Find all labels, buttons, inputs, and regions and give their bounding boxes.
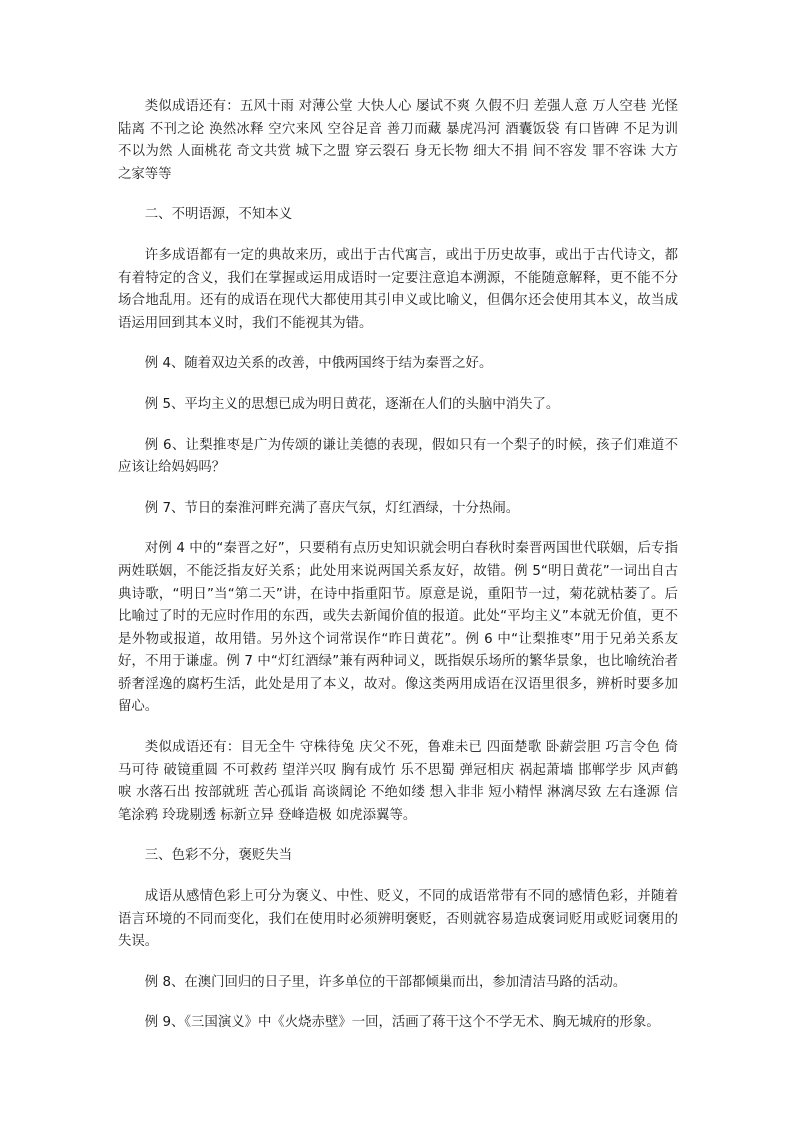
paragraph-section-2-intro: 许多成语都有一定的典故来历，或出于古代寓言，或出于历史故事，或出于古代诗文，都有着特定的含义，我们在掌握或运用成语时一定要注意追本溯源，不能随意解释，更不能不分场合地乱用。还有的成语在现代大都使用其引申义或比喻义，但偶尔还会使用其本义，故当成语运用回到其本义时，我们不能视其为错。	[118, 247, 678, 331]
paragraph-examples-analysis: 对例 4 中的“秦晋之好”，只要稍有点历史知识就会明白春秋时秦晋两国世代联姻，后专指两姓联姻，不能泛指友好关系；此处用来说两国关系友好，故错。例 5“明日黄花”一词出自古典诗歌，“明日”当“第二天”讲，在诗中指重阳节。原意是说，重阳节一过，菊花就枯萎了。后比喻过了时的无应时作用的东西，或失去新闻价值的报道。此处“平均主义”本就无价值，更不是外物或报道，故用错。另外这个词常误作“昨日黄花”。例 6 中“让梨推枣”用于兄弟关系友好，不用于谦虚。例 7 中“灯红酒绿”兼有两种词义，既指娱乐场所的繁华景象，也比喻统治者骄奢淫逸的腐朽生活，此处是用了本义，故对。像这类两用成语在汉语里很多，辨析时要多加留心。	[118, 541, 678, 715]
section-heading-2: 二、不明语源，不知本义	[144, 207, 293, 223]
paragraph-similar-idioms-2: 类似成语还有：目无全牛 守株待兔 庆父不死，鲁难未已 四面楚歌 卧薪尝胆 巧言令色 倚马可待 破镜重圆 不可救药 望洋兴叹 胸有成竹 乐不思蜀 弹冠相庆 祸起萧墙 邯郸学步 风声鹤唳 水落石出 按部就班 苦心孤诣 高谈阔论 不绝如缕 想入非非 短小精悍 淋漓尽致 左右逢源 信笔涂鸦 玲珑剔透 标新立异 登峰造极 如虎添翼等。	[118, 740, 678, 823]
section-heading-3: 三、色彩不分，褒贬失当	[144, 848, 293, 864]
example-6: 例 6、让梨推枣是广为传颂的谦让美德的表现，假如只有一个梨子的时候，孩子们难道不应该让给妈妈吗？	[118, 437, 678, 476]
example-8: 例 8、在澳门回归的日子里，许多单位的干部都倾巢而出，参加清洁马路的活动。	[144, 974, 627, 990]
example-9: 例 9、《三国演义》中《火烧赤壁》一回，活画了蒋干这个不学无术、胸无城府的形象。	[144, 1015, 660, 1031]
paragraph-similar-idioms-1: 类似成语还有：五风十雨 对薄公堂 大快人心 屡试不爽 久假不归 差强人意 万人空巷 光怪陆离 不刊之论 涣然冰释 空穴来风 空谷足音 善刀而藏 暴虎冯河 酒囊饭袋 有口皆碑 不足为训 不以为然 人面桃花 奇文共赏 城下之盟 穿云裂石 身无长物 细大不捐 间不容发 罪不容诛 大方之家等等	[118, 99, 678, 182]
paragraph-section-3-intro: 成语从感情色彩上可分为褒义、中性、贬义，不同的成语常带有不同的感情色彩，并随着语言环境的不同而变化，我们在使用时必须辨明褒贬，否则就容易造成褒词贬用或贬词褒用的失误。	[118, 889, 678, 950]
example-7: 例 7、节日的秦淮河畔充满了喜庆气氛，灯红酒绿，十分热闹。	[144, 500, 520, 516]
example-4: 例 4、随着双边关系的改善，中俄两国终于结为秦晋之好。	[144, 356, 493, 372]
document-page	[118, 96, 678, 1035]
example-5: 例 5、平均主义的思想已成为明日黄花，逐渐在人们的头脑中消失了。	[144, 396, 560, 412]
